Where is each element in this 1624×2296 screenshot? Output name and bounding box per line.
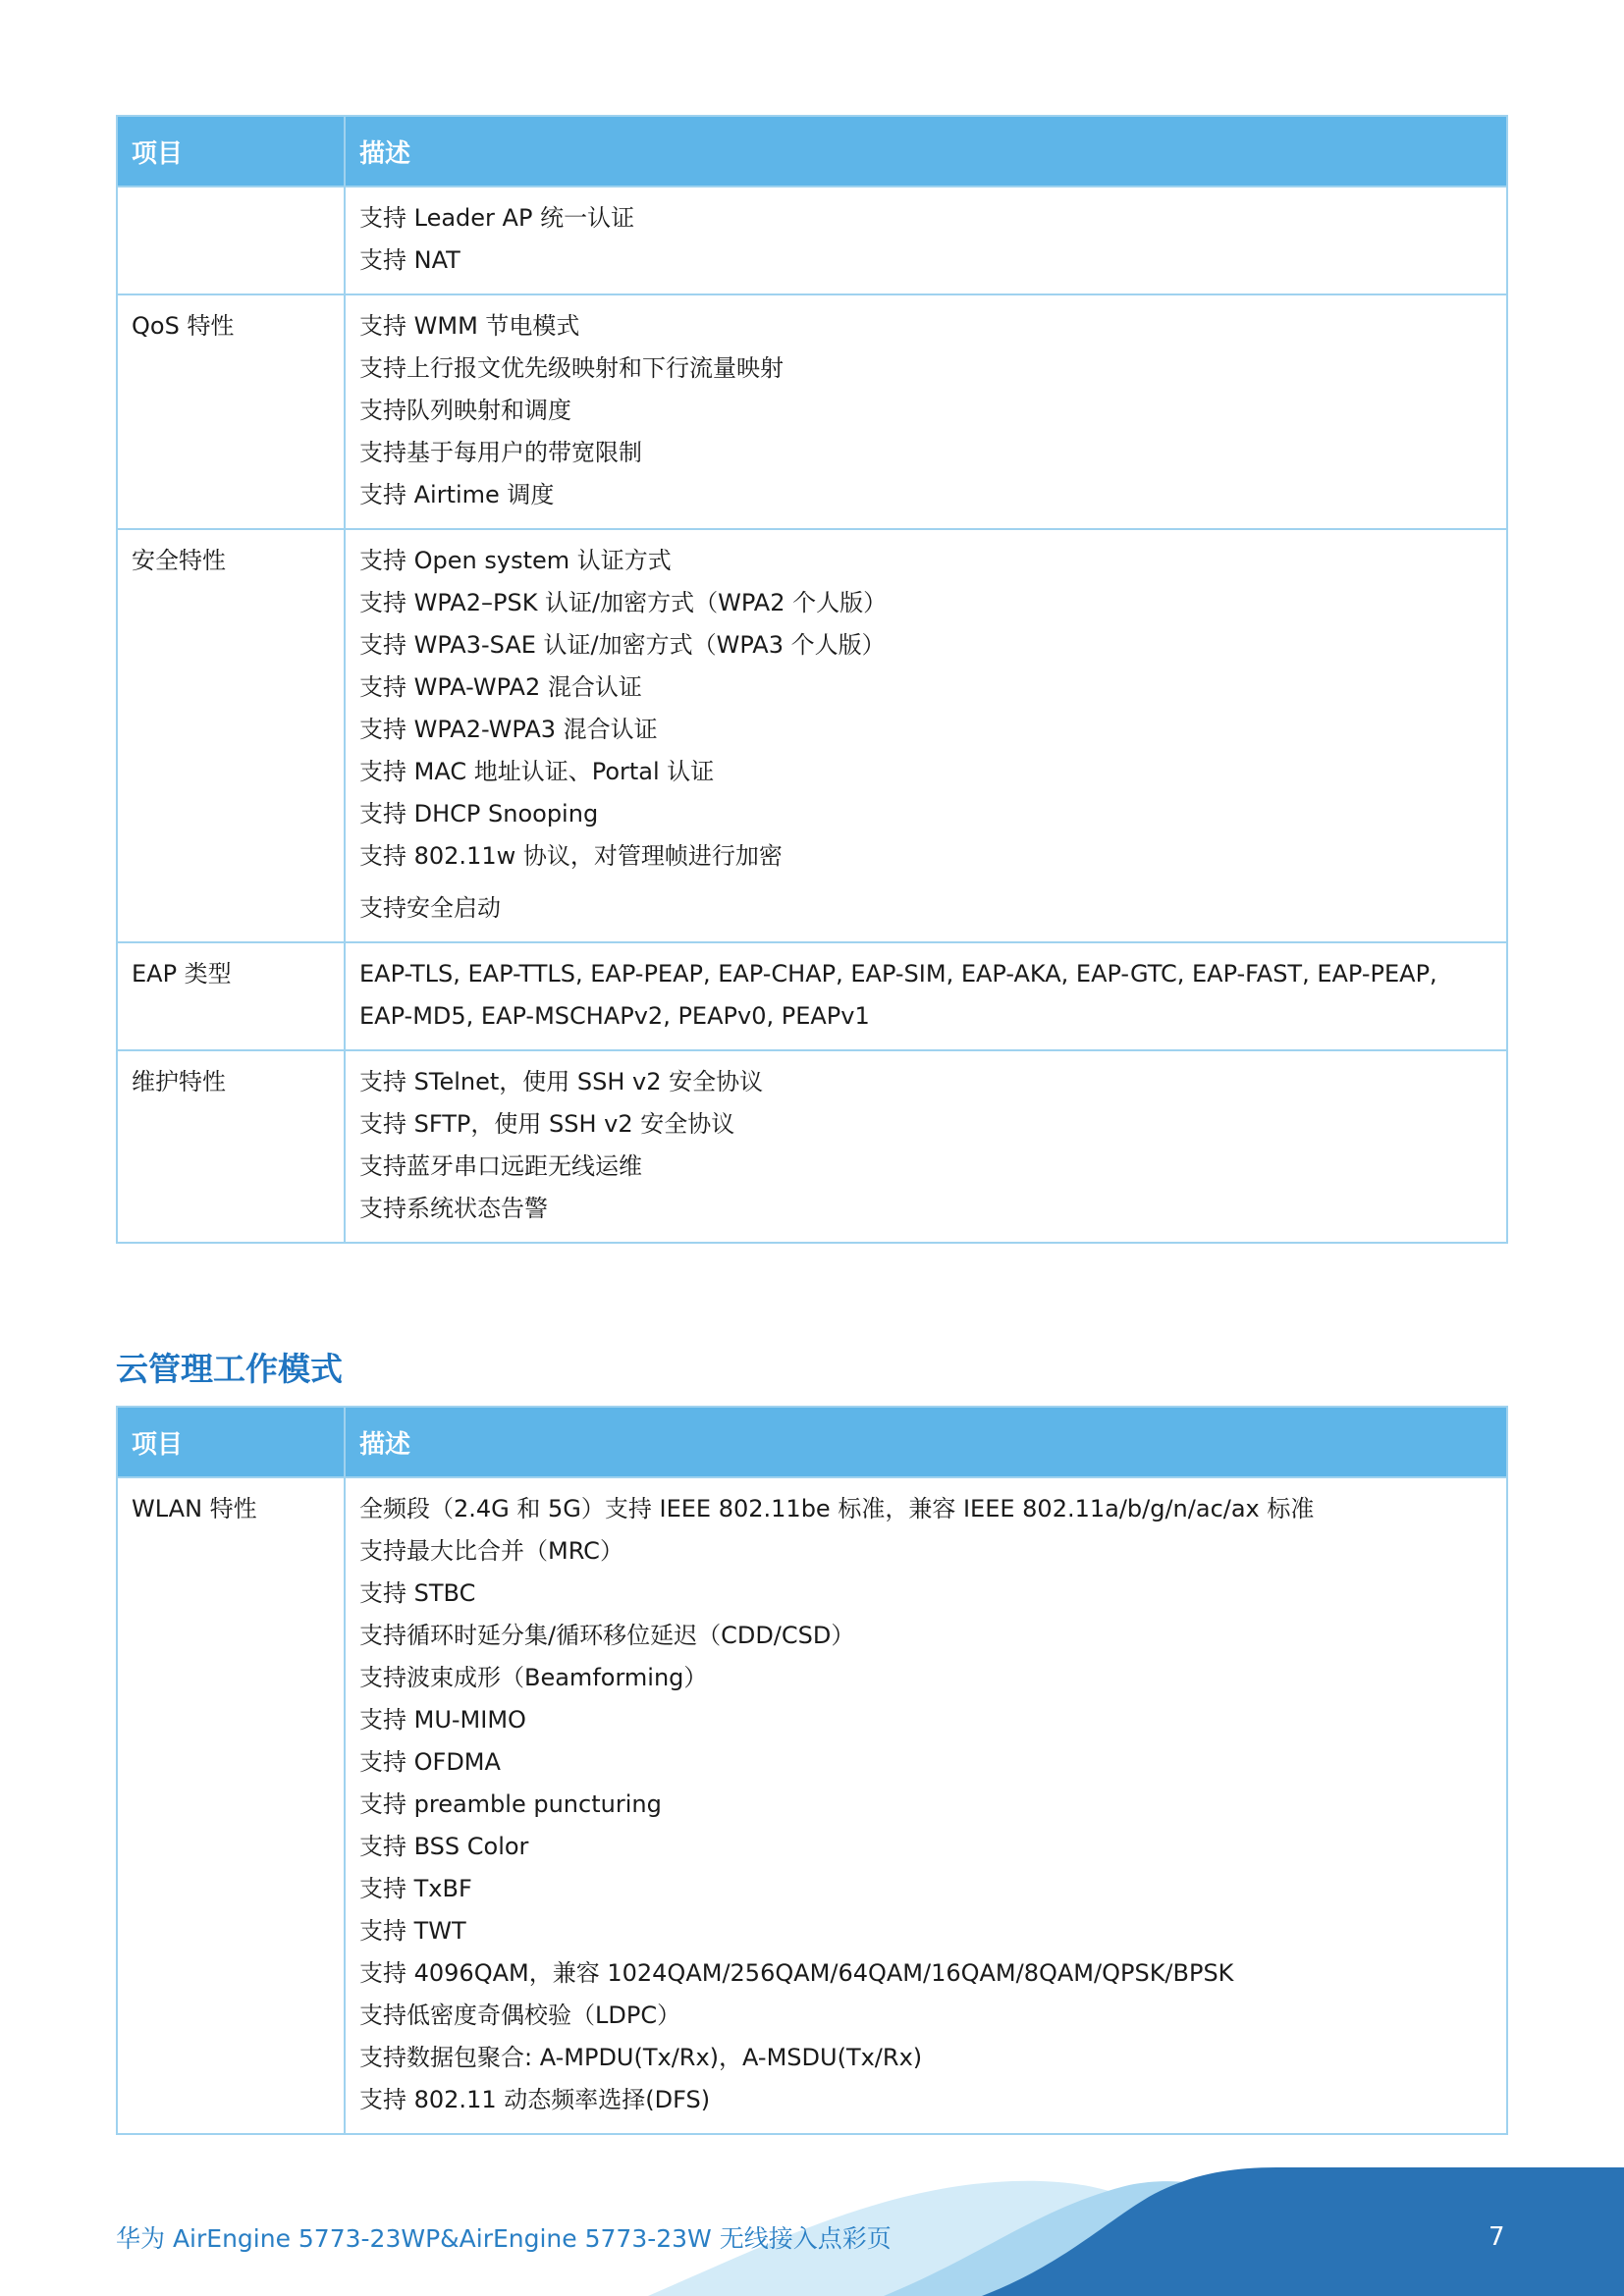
description-line: 支持 DHCP Snooping bbox=[359, 800, 599, 828]
spec-table-2 bbox=[116, 1406, 1508, 2135]
description-line: 支持 NAT bbox=[359, 246, 460, 274]
description-line: 支持波束成形（Beamforming） bbox=[359, 1664, 708, 1691]
description-line: 支持 WMM 节电模式 bbox=[359, 312, 580, 340]
column-header-description: 描述 bbox=[345, 1407, 1507, 1477]
table-row bbox=[117, 1477, 1507, 2134]
description-line: 支持 TxBF bbox=[359, 1875, 472, 1902]
table-row bbox=[117, 1050, 1507, 1243]
description-line: 支持 Leader AP 统一认证 bbox=[359, 204, 635, 232]
description-line: 全频段（2.4G 和 5G）支持 IEEE 802.11be 标准，兼容 IEEE 802.11a/b/g/n/ac/ax 标准 bbox=[359, 1495, 1315, 1522]
description-line: EAP-MD5, EAP-MSCHAPv2, PEAPv0, PEAPv1 bbox=[359, 1002, 870, 1030]
description-line: 支持数据包聚合: A-MPDU(Tx/Rx)，A-MSDU(Tx/Rx) bbox=[359, 2044, 923, 2071]
description-line: 支持最大比合并（MRC） bbox=[359, 1537, 623, 1565]
row-item-cell: EAP 类型 bbox=[117, 942, 345, 1050]
description-line: 支持 MU-MIMO bbox=[359, 1706, 526, 1734]
row-description-cell bbox=[345, 942, 1507, 1050]
section-title: 云管理工作模式 bbox=[116, 1350, 343, 1388]
row-item-cell: 安全特性 bbox=[117, 529, 345, 942]
footer-document-title: 华为 AirEngine 5773-23WP&AirEngine 5773-23W 无线接入点彩页 bbox=[116, 2224, 892, 2253]
description-line: 支持 preamble puncturing bbox=[359, 1790, 662, 1818]
table-row bbox=[117, 942, 1507, 1050]
description-line: 支持系统状态告警 bbox=[359, 1195, 548, 1222]
description-line: EAP-TLS, EAP-TTLS, EAP-PEAP, EAP-CHAP, EAP-SIM, EAP-AKA, EAP-GTC, EAP-FAST, EAP-PEAP, bbox=[359, 960, 1437, 988]
row-item-cell bbox=[117, 187, 345, 294]
column-header-item: 项目 bbox=[117, 1407, 345, 1477]
description-line: 支持 OFDMA bbox=[359, 1748, 501, 1776]
description-line: 支持基于每用户的带宽限制 bbox=[359, 439, 642, 466]
row-description-cell bbox=[345, 294, 1507, 529]
description-line: 支持 BSS Color bbox=[359, 1833, 529, 1860]
row-description-cell bbox=[345, 1477, 1507, 2134]
table-row bbox=[117, 529, 1507, 942]
description-line: 支持 WPA-WPA2 混合认证 bbox=[359, 673, 642, 701]
description-line: 支持 MAC 地址认证、Portal 认证 bbox=[359, 758, 715, 785]
description-line: 支持队列映射和调度 bbox=[359, 397, 571, 424]
table-row bbox=[117, 294, 1507, 529]
row-item-cell: QoS 特性 bbox=[117, 294, 345, 529]
description-line: 支持 WPA2-WPA3 混合认证 bbox=[359, 716, 658, 743]
description-line: 支持安全启动 bbox=[359, 894, 501, 922]
description-line: 支持 4096QAM，兼容 1024QAM/256QAM/64QAM/16QAM/8QAM/QPSK/BPSK bbox=[359, 1959, 1234, 1987]
row-description-cell bbox=[345, 187, 1507, 294]
row-description-cell bbox=[345, 529, 1507, 942]
description-line: 支持 WPA2–PSK 认证/加密方式（WPA2 个人版） bbox=[359, 589, 888, 616]
column-header-description: 描述 bbox=[345, 116, 1507, 187]
description-line: 支持 802.11w 协议，对管理帧进行加密 bbox=[359, 842, 783, 870]
description-line: 支持蓝牙串口远距无线运维 bbox=[359, 1152, 642, 1180]
description-line: 支持 SFTP，使用 SSH v2 安全协议 bbox=[359, 1110, 735, 1138]
page-footer bbox=[0, 2167, 1624, 2296]
table-header-row bbox=[117, 116, 1507, 187]
description-line: 支持 STelnet，使用 SSH v2 安全协议 bbox=[359, 1068, 764, 1095]
row-item-cell: WLAN 特性 bbox=[117, 1477, 345, 2134]
table-row bbox=[117, 187, 1507, 294]
description-line: 支持低密度奇偶校验（LDPC） bbox=[359, 2002, 681, 2029]
description-line: 支持 Airtime 调度 bbox=[359, 481, 555, 508]
column-header-item: 项目 bbox=[117, 116, 345, 187]
description-line: 支持 WPA3-SAE 认证/加密方式（WPA3 个人版） bbox=[359, 631, 886, 659]
description-line: 支持循环时延分集/循环移位延迟（CDD/CSD） bbox=[359, 1622, 855, 1649]
description-line: 支持 TWT bbox=[359, 1917, 466, 1945]
row-item-cell: 维护特性 bbox=[117, 1050, 345, 1243]
description-line: 支持 802.11 动态频率选择(DFS) bbox=[359, 2086, 711, 2113]
description-line: 支持上行报文优先级映射和下行流量映射 bbox=[359, 354, 784, 382]
description-line: 支持 Open system 认证方式 bbox=[359, 547, 672, 574]
page-number: 7 bbox=[1489, 2222, 1505, 2252]
table-header-row bbox=[117, 1407, 1507, 1477]
spec-table-1 bbox=[116, 115, 1508, 1244]
row-description-cell bbox=[345, 1050, 1507, 1243]
description-line: 支持 STBC bbox=[359, 1579, 476, 1607]
